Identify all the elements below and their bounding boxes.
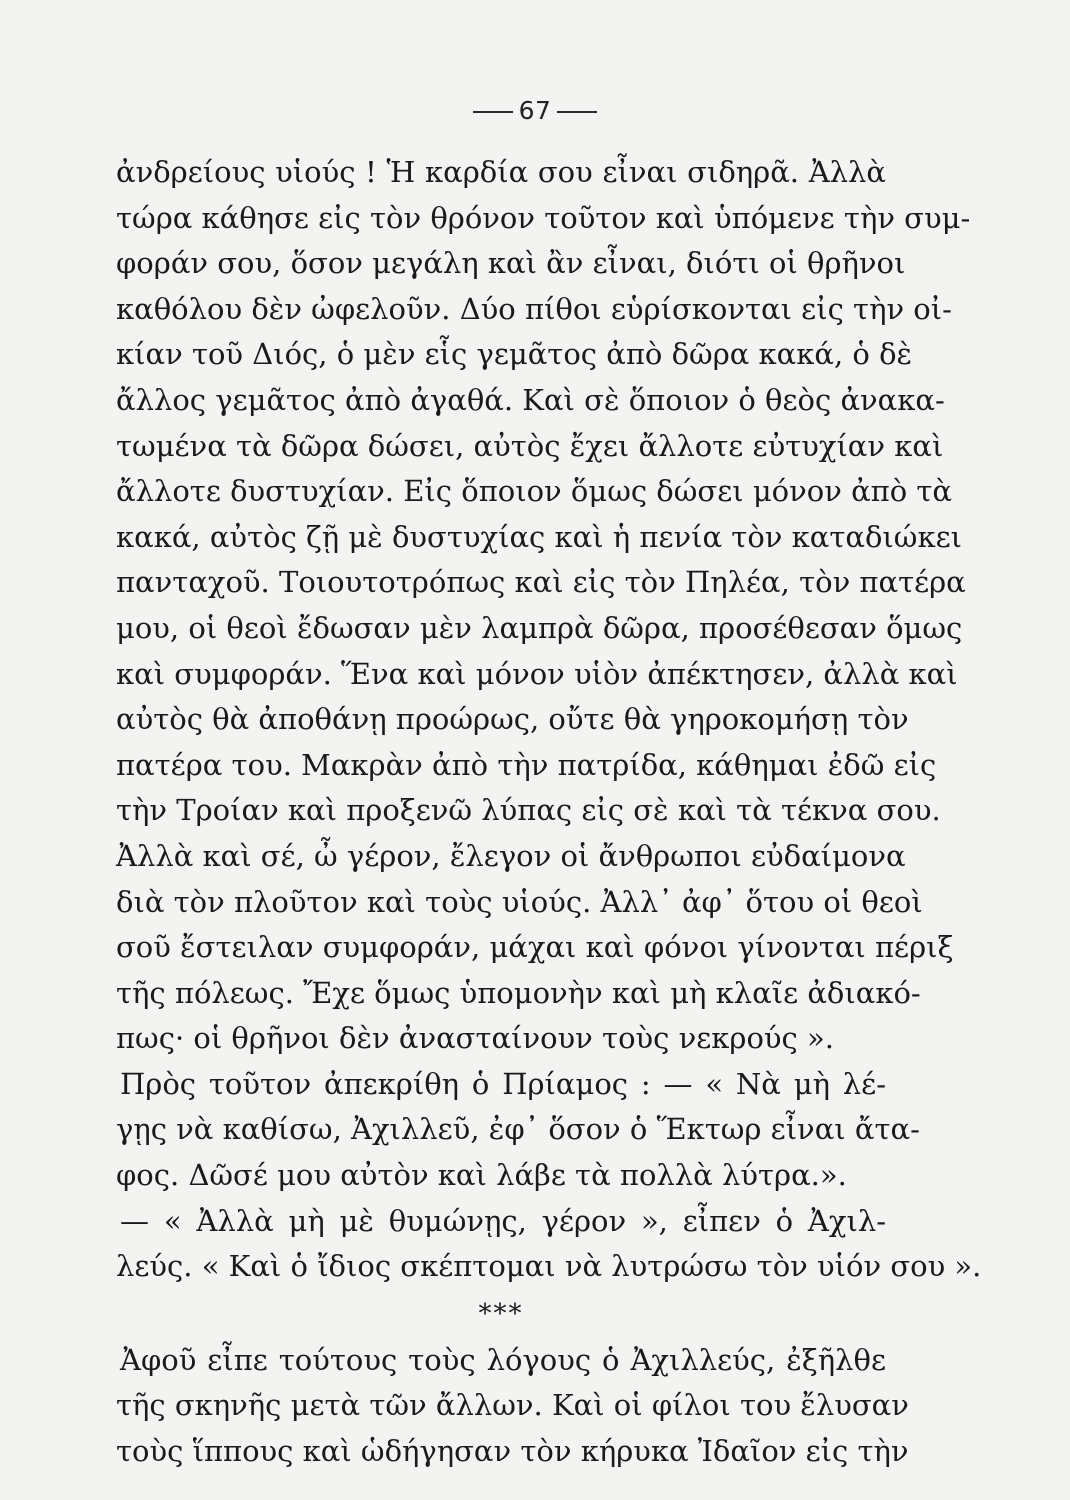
text-line: καθόλου δὲν ὠφελοῦν. Δύο πίθοι εὑρίσκονται εἰς τὴν οἰ-: [116, 291, 952, 326]
text-line: τώρα κάθησε εἰς τὸν θρόνον τοῦτον καὶ ὑπόμενε τὴν συμ-: [116, 200, 971, 235]
text-line: — « Ἀλλὰ μὴ μὲ θυμώνῃς, γέρον », εἶπεν ὁ Ἀχιλ-: [120, 1203, 886, 1238]
text-line: ἄλλοτε δυστυχίαν. Εἰς ὅποιον ὅμως δώσει μόνον ἀπὸ τὰ: [116, 474, 953, 509]
asterism-symbol: ***: [478, 1298, 524, 1329]
text-line: πως· οἱ θρῆνοι δὲν ἀνασταίνουν τοὺς νεκρούς ».: [116, 1021, 834, 1056]
text-line: Ἀλλὰ καὶ σέ, ὦ γέρον, ἔλεγον οἱ ἄνθρωποι εὐδαίμονα: [116, 838, 906, 873]
text-line: Πρὸς τοῦτον ἀπεκρίθη ὁ Πρίαμος : — « Νὰ μὴ λέ-: [120, 1066, 886, 1101]
page-header: [0, 96, 1070, 125]
text-line: Ἀφοῦ εἶπε τούτους τοὺς λόγους ὁ Ἀχιλλεύς, ἐξῆλθε: [120, 1342, 886, 1377]
header-dash-left: [473, 111, 513, 113]
text-line: κίαν τοῦ Διός, ὁ μὲν εἷς γεμᾶτος ἀπὸ δῶρα κακά, ὁ δὲ: [116, 337, 913, 372]
text-line: διὰ τὸν πλοῦτον καὶ τοὺς υἱούς. Ἀλλ᾽ ἀφ᾽ ὅτου οἱ θεοὶ: [116, 884, 923, 919]
header-dash-right: [557, 111, 597, 113]
text-line: αὐτὸς θὰ ἀποθάνῃ προώρως, οὔτε θὰ γηροκομήσῃ τὸν: [116, 702, 909, 737]
text-line: πατέρα του. Μακρὰν ἀπὸ τὴν πατρίδα, κάθημαι ἐδῶ εἰς: [116, 747, 937, 782]
text-line: τῆς πόλεως. Ἔχε ὅμως ὑπομονὴν καὶ μὴ κλαῖε ἀδιακό-: [116, 975, 921, 1010]
text-line: τῆς σκηνῆς μετὰ τῶν ἄλλων. Καὶ οἱ φίλοι του ἔλυσαν: [116, 1388, 909, 1423]
text-line: σοῦ ἔστειλαν συμφοράν, μάχαι καὶ φόνοι γίνονται πέριξ: [116, 930, 954, 965]
text-line: μου, οἱ θεοὶ ἔδωσαν μὲν λαμπρὰ δῶρα, προσέθεσαν ὅμως: [116, 610, 963, 645]
text-line: φος. Δῶσέ μου αὐτὸν καὶ λάβε τὰ πολλὰ λύτρα.».: [116, 1158, 847, 1193]
text-line: πανταχοῦ. Τοιουτοτρόπως καὶ εἰς τὸν Πηλέα, τὸν πατέρα: [116, 565, 966, 600]
body-text: [116, 150, 982, 1475]
text-line: γῃς νὰ καθίσω, Ἀχιλλεῦ, ἐφ᾽ ὅσον ὁ Ἕκτωρ εἶναι ἄτα-: [116, 1112, 920, 1147]
text-line: τοὺς ἵππους καὶ ὡδήγησαν τὸν κήρυκα Ἰδαῖον εἰς τὴν: [116, 1434, 909, 1469]
text-line: ἄλλος γεμᾶτος ἀπὸ ἀγαθά. Καὶ σὲ ὅποιον ὁ θεὸς ἀνακα-: [116, 382, 945, 417]
text-line: λεύς. « Καὶ ὁ ἴδιος σκέπτομαι νὰ λυτρώσω τὸν υἱόν σου ».: [116, 1249, 982, 1284]
text-line: τὴν Τροίαν καὶ προξενῶ λύπας εἰς σὲ καὶ τὰ τέκνα σου.: [116, 793, 941, 828]
text-line: τωμένα τὰ δῶρα δώσει, αὐτὸς ἔχει ἄλλοτε εὐτυχίαν καὶ: [116, 428, 944, 463]
text-line: κακά, αὐτὸς ζῇ μὲ δυστυχίας καὶ ἡ πενία τὸν καταδιώκει: [116, 519, 962, 554]
page-number: 67: [518, 96, 552, 125]
section-asterism: [116, 1290, 886, 1338]
text-line: καὶ συμφοράν. Ἕνα καὶ μόνον υἱὸν ἀπέκτησεν, ἀλλὰ καὶ: [116, 656, 958, 691]
text-line: φοράν σου, ὅσον μεγάλη καὶ ἂν εἶναι, διότι οἱ θρῆνοι: [116, 246, 906, 281]
text-line: ἀνδρείους υἱούς ! Ἡ καρδία σου εἶναι σιδηρᾶ. Ἀλλὰ: [116, 155, 886, 189]
